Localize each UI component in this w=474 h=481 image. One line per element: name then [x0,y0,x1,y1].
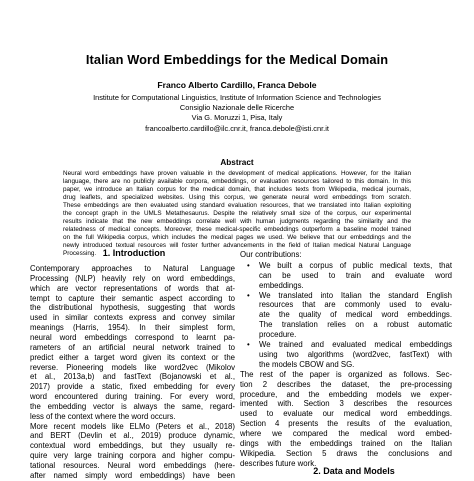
contribution-line: We trained and evaluated medical embeddings [259,339,452,349]
body-line: less of the context where the word occurs. [30,411,176,421]
body-line: reverse. Pioneering models like word2vec (Mikolov [30,362,235,372]
contribution-line: We translated into Italian the standard English [259,290,452,300]
body-line: procedure, and the embedding models we exper- [240,389,452,399]
affiliation-line: Consiglio Nazionale delle Ricerche [179,103,295,112]
contribution-line: We built a corpus of public medical texts, that [259,261,452,270]
bullet-icon: • [247,261,250,270]
body-line: neural word embeddings correspond to learnt pa- [30,332,235,342]
body-line: after named simply word embeddings) have been [30,470,235,480]
abstract-line: on the full Wikipedia corpus, which includes the medical pages we used. We believe that our embeddings and the [63,234,411,241]
body-line: dings with the embeddings trained on the Italian [240,438,452,448]
contribution-line: procedure. [259,329,297,339]
paper-title: Italian Word Embeddings for the Medical Domain [85,52,389,67]
body-line: and BERT (Devlin et al., 2019) produce dynamic, [30,431,235,441]
abstract-line: results indicate that the new embeddings correlate well with human judgments regarding the similarity and the [63,218,411,225]
body-line: where we compared the medical word embed- [240,428,452,438]
body-line: word encountered during training. For every word, [30,392,235,402]
abstract-line: relatedness of medical concepts. Moreover, these medical-specific embeddings outperform a baseline model trained [63,226,411,233]
contribution-line: resources that are commonly used to evalu- [259,300,452,310]
bullet-icon: • [247,290,250,300]
body-line: tion 2 describes the dataset, the pre-processing [240,379,452,389]
body-line: rameters of an artificial neural network trained to [30,342,235,352]
body-line: Processing (NLP) heavily rely on word embeddings, [30,273,235,283]
body-line: used in similar contexts express and convey similar [30,313,235,323]
body-line: describes future work. [240,458,317,468]
contribution-line: the models CBOW and SG. [259,359,355,369]
contribution-line: can be used to train and evaluate word [259,270,452,280]
body-line: More recent models like ELMo (Peters et al., 2018) [30,421,235,431]
body-line: imented with. Section 3 describes the resources [240,399,452,409]
abstract-line: Neural word embeddings have proven valuable in the development of medical applications. However, for the Italian [63,170,411,177]
body-line: quire very large training corpora and higher compu- [30,451,235,461]
contributions-intro: Our contributions: [240,250,302,259]
abstract-line: These embeddings are then evaluated using standard evaluation resources, that we translated into Italian exploiting [63,202,411,209]
body-line: 2017) provide a static, fixed embedding for every [30,382,235,392]
abstract-line: the concept graph in the UMLS Metathesaurus. Despite the relatively small size of the corpus, our experimental [63,210,411,217]
body-line: used to evaluate our medical word embeddings. [240,409,452,419]
abstract-line: newly introduced textual resources will foster further advancements in the field of Italian medical Natural Language [63,242,411,249]
affiliation-line: Institute for Computational Linguistics, Institute of Information Science and Technologies [93,93,381,102]
next-section-heading: 2. Data and Models [313,466,395,476]
body-line: Contemporary approaches to Natural Language [30,264,235,273]
body-line: tempt to capture their semantic aspect according to [30,293,235,303]
bullet-icon: • [247,339,250,349]
body-line: The rest of the paper is organized as follows. Sec- [240,369,452,379]
affiliation-line: Via G. Moruzzi 1, Pisa, Italy [191,113,283,122]
body-line: the embedding vector is always the same, regard- [30,401,235,411]
abstract-line: drug leaflets, and specialized websites. Using this corpus, we generate neural word embeddings from scratch. [63,194,411,201]
contribution-line: The translation relies on a robust automatic [259,320,452,330]
contribution-line: using two algorithms (word2vec, fastText) with [259,349,452,359]
body-line: contextual word embeddings, but they usually re- [30,441,235,451]
abstract-line: Processing. [63,250,97,257]
body-line: the distributional hypothesis, suggesting that words [30,303,235,313]
body-line: meanings (Harris, 1954). In their simplest form, [30,323,235,333]
body-line: which are vector representations of words that at- [30,283,235,293]
contribution-line: embeddings. [259,280,304,290]
body-line: predict either a target word given its context or the [30,352,235,362]
section-heading: 1. Introduction [102,248,166,258]
abstract-heading: Abstract [220,158,254,167]
body-line: et al., 2013a,b) and fastText (Bojanowski et al., [30,372,235,382]
abstract-line: paper, we introduce an Italian corpus for the medical domain, that includes texts from Wikipedia, medical journals, [63,186,411,193]
body-line: Wikipedia. Section 5 draws the conclusions and [240,448,452,458]
body-line: tational resources. Neural word embeddings (here- [30,461,235,470]
abstract-line: language, there are no publicly available corpora, embeddings, or evaluation resources tailored to this domain. In this [63,178,411,185]
author-emails: francoalberto.cardillo@ilc.cnr.it, franca.debole@isti.cnr.it [145,124,329,133]
body-line: Section 4 presents the results of the evaluation, [240,419,452,429]
paper-authors: Franco Alberto Cardillo, Franca Debole [157,80,317,90]
contribution-line: ate the quality of medical word embeddings. [259,310,452,320]
